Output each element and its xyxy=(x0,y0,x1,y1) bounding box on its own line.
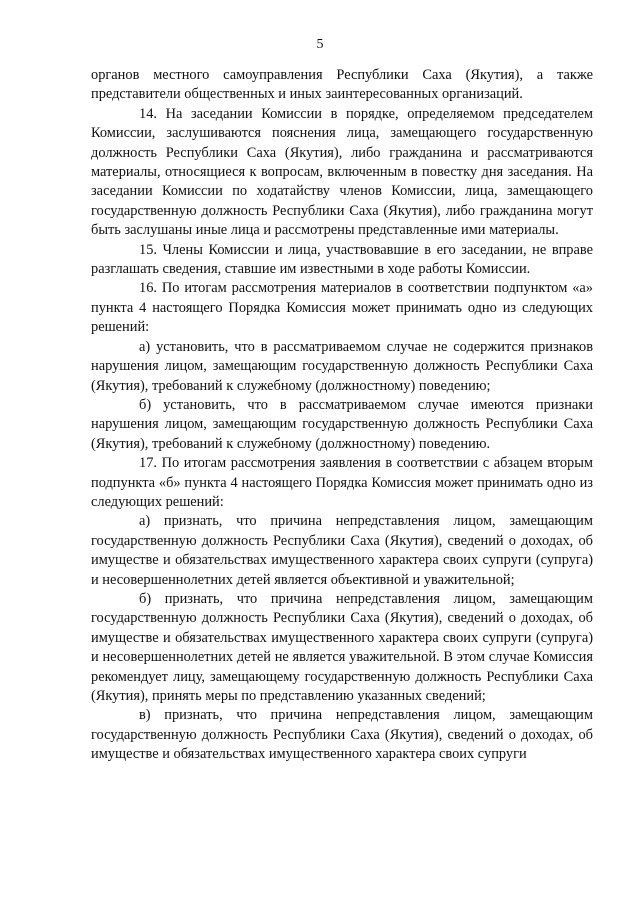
paragraph-item-15: 15. Члены Комиссии и лица, участвовавшие в его заседании, не вправе разглашать сведения, ставшие им известными в ходе работы Комиссии. xyxy=(91,241,593,278)
paragraph-continuation: органов местного самоуправления Республики Саха (Якутия), а также представители общественных и иных заинтересованных организаций. xyxy=(91,67,593,103)
paragraph-item-16: 16. По итогам рассмотрения материалов в соответствии подпунктом «а» пункта 4 настоящего Порядка Комиссия может принимать одно из следующих решений: xyxy=(91,280,593,336)
paragraph-item-17-v: в) признать, что причина непредставления лицом, замещающим государственную должность Республики Саха (Якутия), сведений о доходах, об имуществе и обязательствах имущественного характера своих супруги xyxy=(91,707,593,763)
paragraph-item-16-a: а) установить, что в рассматриваемом случае не содержится признаков нарушения лицом, замещающим государственную должность Республики Саха (Якутия), требований к служебному (должностному) поведению; xyxy=(91,338,593,394)
paragraph-item-17-a: а) признать, что причина непредставления лицом, замещающим государственную должность Республики Саха (Якутия), сведений о доходах, об имуществе и обязательствах имущественного характера своих супруги (супруга) и несовершеннолетних детей является объективной и уважительной; xyxy=(91,513,593,588)
paragraph-item-14: 14. На заседании Комиссии в порядке, определяемом председателем Комиссии, заслушиваются пояснения лица, замещающего государственную должность Республики Саха (Якутия), либо гражданина и рассматриваются материалы, относящиеся к вопросам, включенным в повестку дня заседания. На заседании Комиссии по ходатайству членов Комиссии, лица, замещающего государственную должность Республики Саха (Якутия), либо гражданина могут быть заслушаны иные лица и рассмотрены представленные ими материалы. xyxy=(91,105,593,239)
paragraph-item-17: 17. По итогам рассмотрения заявления в соответствии с абзацем вторым подпункта «б» пункта 4 настоящего Порядка Комиссия может принимать одно из следующих решений: xyxy=(91,455,593,510)
page-number: 5 xyxy=(316,37,324,52)
paragraph-item-16-b: б) установить, что в рассматриваемом случае имеются признаки нарушения лицом, замещающим государственную должность Республики Саха (Якутия), требований к служебному (должностному) поведению. xyxy=(91,396,593,452)
document-body xyxy=(91,66,593,765)
paragraph-item-17-b: б) признать, что причина непредставления лицом, замещающим государственную должность Республики Саха (Якутия), сведений о доходах, об имуществе и обязательствах имущественного характера своих супруги (супруга) и несовершеннолетних детей не является уважительной. В этом случае Комиссия рекомендует лицу, замещающему государственную должность Республики Саха (Якутия), принять меры по представлению указанных сведений; xyxy=(91,590,593,704)
